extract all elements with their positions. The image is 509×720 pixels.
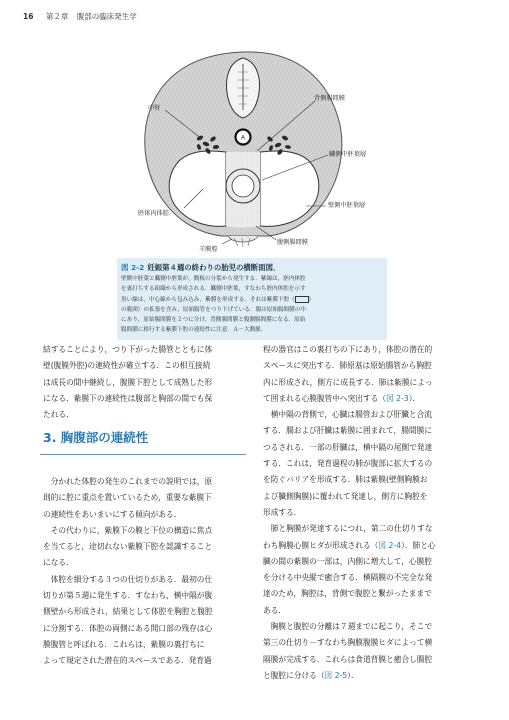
text-line <box>263 489 469 505</box>
right-column-body <box>263 342 469 684</box>
text-line-content: 結することにより，つり下がった腸管とともに体 <box>43 345 213 354</box>
text-line <box>263 635 469 651</box>
text-line-content: 達のため，胸腔は，背側で腹腔と繋がったままで <box>263 589 432 599</box>
text-line <box>263 538 469 554</box>
text-line-content: 臓の間の紫膜の一部は，内側に増大して，心膜腔 <box>263 556 432 566</box>
text-line-content: よび臓側胸膜)に覆われて発達し，側方に胸腔を <box>263 491 428 501</box>
caption-line: 壁側中胚葉と臓側中胚葉が，側板の分裂から発生する．紫線は，胚内体腔 <box>121 276 306 282</box>
text-line <box>263 586 469 602</box>
caption-line: を裏打ちする組織から形成される．臓側中胚葉，すなわち胚内体腔を示す <box>121 286 306 293</box>
text-line-content: 第三の仕切り－すなわち胸膜腹膜ヒダによって横 <box>263 638 433 648</box>
text-line-content: 体腔を細分する３つの仕切りがある．最初の仕 <box>50 574 213 584</box>
text-line-tail: ）． <box>408 393 421 403</box>
label-amniotic-cavity: 羊膜腔 <box>199 246 218 253</box>
text-line-content: 分かれた体腔の発生のこれまでの説明では，原 <box>50 477 213 486</box>
text-line-content: と腹腔に分ける（ <box>263 670 325 680</box>
label-parietal-mesoderm: 壁側中胚葉層 <box>328 202 366 209</box>
text-line <box>43 507 249 523</box>
text-line-content: 切りが第５週に発生する．すなわち，横中隔が腹 <box>43 591 213 601</box>
text-line <box>263 668 469 684</box>
text-line <box>43 539 249 555</box>
text-line <box>43 391 249 407</box>
text-line <box>263 407 469 423</box>
caption-line: の範囲）の拡張を含み，原始腸管をつり下げている．腸は原始腸間膜の中 <box>121 306 306 313</box>
text-line-content: 側壁から形成され，結果として体腔を胸腔と腹腔 <box>43 607 213 617</box>
text-line <box>263 472 469 488</box>
figure-caption-title <box>121 262 280 273</box>
text-line <box>43 572 249 588</box>
text-line-content: わち胸膜心膜ヒダが形成される（ <box>263 540 379 550</box>
text-line-content: 肺と胸膜が発達するにつれ，第二の仕切りすな <box>270 524 433 534</box>
text-line <box>263 554 469 570</box>
chapter-label: 第２章 <box>45 12 69 21</box>
text-line-content: つるされる．一部の肝臓は，横中隔の尾側で発達 <box>263 442 433 452</box>
caption-line: 腸間膜に移行する紫膜下腔の連続性に注意．Ａ－大動脈． <box>121 327 267 334</box>
text-line-content: する．これは，発育過程の肺が腹部に拡大するの <box>263 459 433 469</box>
text-line <box>43 588 249 604</box>
left-column-intro <box>43 342 249 423</box>
text-line <box>263 440 469 456</box>
shaded-region-swatch <box>295 296 309 303</box>
text-line-content: する．腸および肝臓は紫膜に囲まれて，腸間膜に <box>263 426 432 436</box>
text-line-content: の連続性をあいまいにする傾向がある． <box>43 509 182 519</box>
caption-line-text: 黒い線は，中心線から包み込み，紫膜を形成する．それは紫膜下腔（ <box>121 296 295 303</box>
page-number: 16 <box>23 12 34 21</box>
text-line <box>263 342 469 358</box>
label-intraembryonic-coelom: 胚体内体腔 <box>138 210 169 217</box>
figure-number: 図 2-2 <box>121 263 145 272</box>
text-line <box>263 570 469 586</box>
text-line <box>43 621 249 637</box>
aorta-label: A <box>240 135 246 142</box>
text-line-content: ある． <box>263 605 287 615</box>
text-line-content: 胸膜と腹腔の分離は７週までに起こり，そこで <box>270 622 433 632</box>
text-line <box>43 474 249 490</box>
text-line-content: に分割する．体腔の両側にある開口部の残存は心 <box>43 623 213 633</box>
label-dorsal-mesentery: 背側腸間膜 <box>314 95 345 102</box>
text-line-content: よって規定された潜在的スペースである．発育過 <box>43 656 212 666</box>
leader-amniotic-cavity <box>222 239 232 244</box>
text-line <box>43 375 249 391</box>
text-line-content: その代わりに，紫膜下の膜と下位の構造に焦点 <box>50 525 213 535</box>
text-line <box>263 456 469 472</box>
text-line <box>263 521 469 537</box>
text-line <box>43 653 249 669</box>
caption-line: にあり，原始腸間膜を２つに分け，背側腸間膜と腹側腸間膜になる．原始 <box>121 317 306 324</box>
text-line <box>263 652 469 668</box>
text-line-content: 壁(腹膜外腔)の連続性が確立する．この相互接続 <box>43 361 211 371</box>
text-line-content: を防ぐバリアを形成する．肺は紫膜(壁側胸膜お <box>263 475 428 485</box>
left-column-body <box>43 474 249 670</box>
text-line <box>43 490 249 506</box>
embryo-cross-section-figure <box>0 0 509 260</box>
text-line <box>43 407 249 423</box>
text-line <box>263 391 469 407</box>
figure-reference-link[interactable]: 図 2-4 <box>378 540 402 550</box>
text-line <box>43 358 249 374</box>
text-line-content: 隔膜が完成する．これらは食道背膜と癒合し腸腔 <box>263 654 433 664</box>
text-line-tail: ）．肺と心 <box>401 540 436 550</box>
text-line <box>43 342 249 358</box>
text-line-content: 横中隔の背側で，心臓は腸管および肝臓と合流 <box>270 410 432 420</box>
text-line-content: は成長の間中継続し，腹膜下腔として成熟した形 <box>43 377 213 387</box>
text-line <box>263 358 469 374</box>
text-line <box>263 603 469 619</box>
text-line-content: たれる． <box>43 410 74 420</box>
label-visceral-mesoderm: 臓側中胚葉層 <box>329 151 367 158</box>
text-line-content: になる． <box>43 558 74 568</box>
section-rule <box>40 454 246 455</box>
text-line-content: 内に形成され，側方に成長する．肺は紫膜によっ <box>263 377 433 387</box>
text-line <box>263 375 469 391</box>
text-line-content: を当てると，途切れない紫膜下腔を認識すること <box>43 542 213 552</box>
text-line <box>263 423 469 439</box>
caption-line <box>121 295 383 305</box>
text-line <box>263 505 469 521</box>
text-line-content: を分ける中央縦で癒合する．横隔膜の不完全な発 <box>263 573 433 583</box>
text-line-content: になる．紫膜下の連続性は腹部と胸部の間でも保 <box>43 393 213 403</box>
figure-title: 妊娠第４週の終わりの胎児の横断面図． <box>147 263 281 272</box>
text-line <box>43 604 249 620</box>
text-line-content: スペースに突出する．肺原基は原始腸管から胸腔 <box>263 361 432 371</box>
section-title: 3. 胸腹部の連続性 <box>43 430 149 445</box>
label-mesonephros: 中腎 <box>148 105 161 112</box>
figure-reference-link[interactable]: 図 2-5 <box>324 670 348 680</box>
text-line-content: て囲まれる心膜腹管中へ突出する（ <box>263 393 387 403</box>
figure-caption-body <box>121 274 383 336</box>
figure-reference-link[interactable]: 図 2-3 <box>386 393 409 403</box>
chapter-title: 腹部の臨床発生学 <box>76 12 137 21</box>
text-line <box>263 619 469 635</box>
text-line-content: 形成する． <box>263 507 302 517</box>
caption-line-tail: ） <box>308 296 315 303</box>
text-line-tail: ）． <box>347 670 359 680</box>
text-line-content: 程の器官はこの裏打ちの下にあり，体腔の潜在的 <box>263 345 433 354</box>
text-line-content: 膜腹管と呼ばれる．これらは，紫膜の裏打ちに <box>43 639 205 649</box>
text-line <box>43 637 249 653</box>
text-line-content: 則的に腔に重点を置いているため，重要な紫膜下 <box>43 493 212 503</box>
text-line <box>43 523 249 539</box>
text-line <box>43 555 249 571</box>
label-ventral-mesentery: 腹側腸間膜 <box>277 239 308 246</box>
